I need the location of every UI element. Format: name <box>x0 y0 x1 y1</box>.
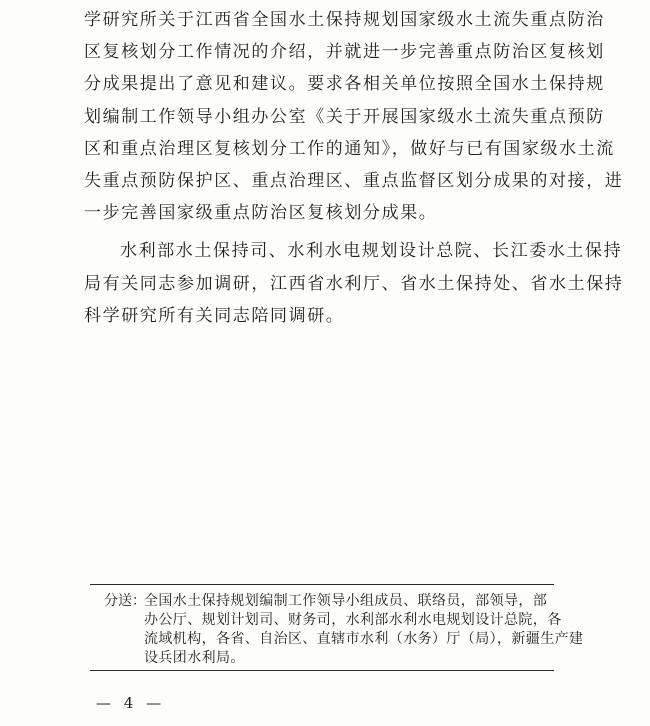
distribution-line: 办公厅、规划计划司、财务司，水利部水利水电规划设计总院，各 <box>144 612 562 628</box>
distribution-recipients <box>144 592 584 668</box>
distribution-bottom-rule <box>90 670 554 671</box>
body-text <box>84 4 624 332</box>
distribution-top-rule <box>90 584 554 585</box>
page-number: — 4 — <box>96 694 166 712</box>
body-line: 学研究所关于江西省全国水土保持规划国家级水土流失重点防治 <box>84 10 605 30</box>
paragraph-line: 科学研究所有关同志陪同调研。 <box>84 305 345 326</box>
body-line: 失重点预防保护区、重点治理区、重点监督区划分成果的对接，进 <box>84 170 624 191</box>
paragraph-line: 局有关同志参加调研，江西省水利厅、省水土保持处、省水土保持 <box>84 273 624 294</box>
body-line: 区和重点治理区复核划分工作的通知》，做好与已有国家级水土流 <box>84 138 615 159</box>
body-line: 划编制工作领导小组办公室《关于开展国家级水土流失重点预防 <box>84 106 605 127</box>
paragraph-line: 水利部水土保持司、水利水电规划设计总院、长江委水土保持 <box>120 241 623 262</box>
distribution-label: 分送： <box>104 593 146 609</box>
distribution-line: 全国水土保持规划编制工作领导小组成员、联络员，部领导，部 <box>144 593 548 609</box>
body-line: 一步完善国家级重点防治区复核划分成果。 <box>84 203 438 224</box>
distribution-line: 流域机构，各省、自治区、直辖市水利（水务）厅（局），新疆生产建 <box>144 631 584 647</box>
body-line: 分成果提出了意见和建议。要求各相关单位按照全国水土保持规 <box>84 74 605 95</box>
distribution-line: 设兵团水利局。 <box>144 650 245 666</box>
body-line: 区复核划分工作情况的介绍，并就进一步完善重点防治区复核划 <box>84 42 605 63</box>
